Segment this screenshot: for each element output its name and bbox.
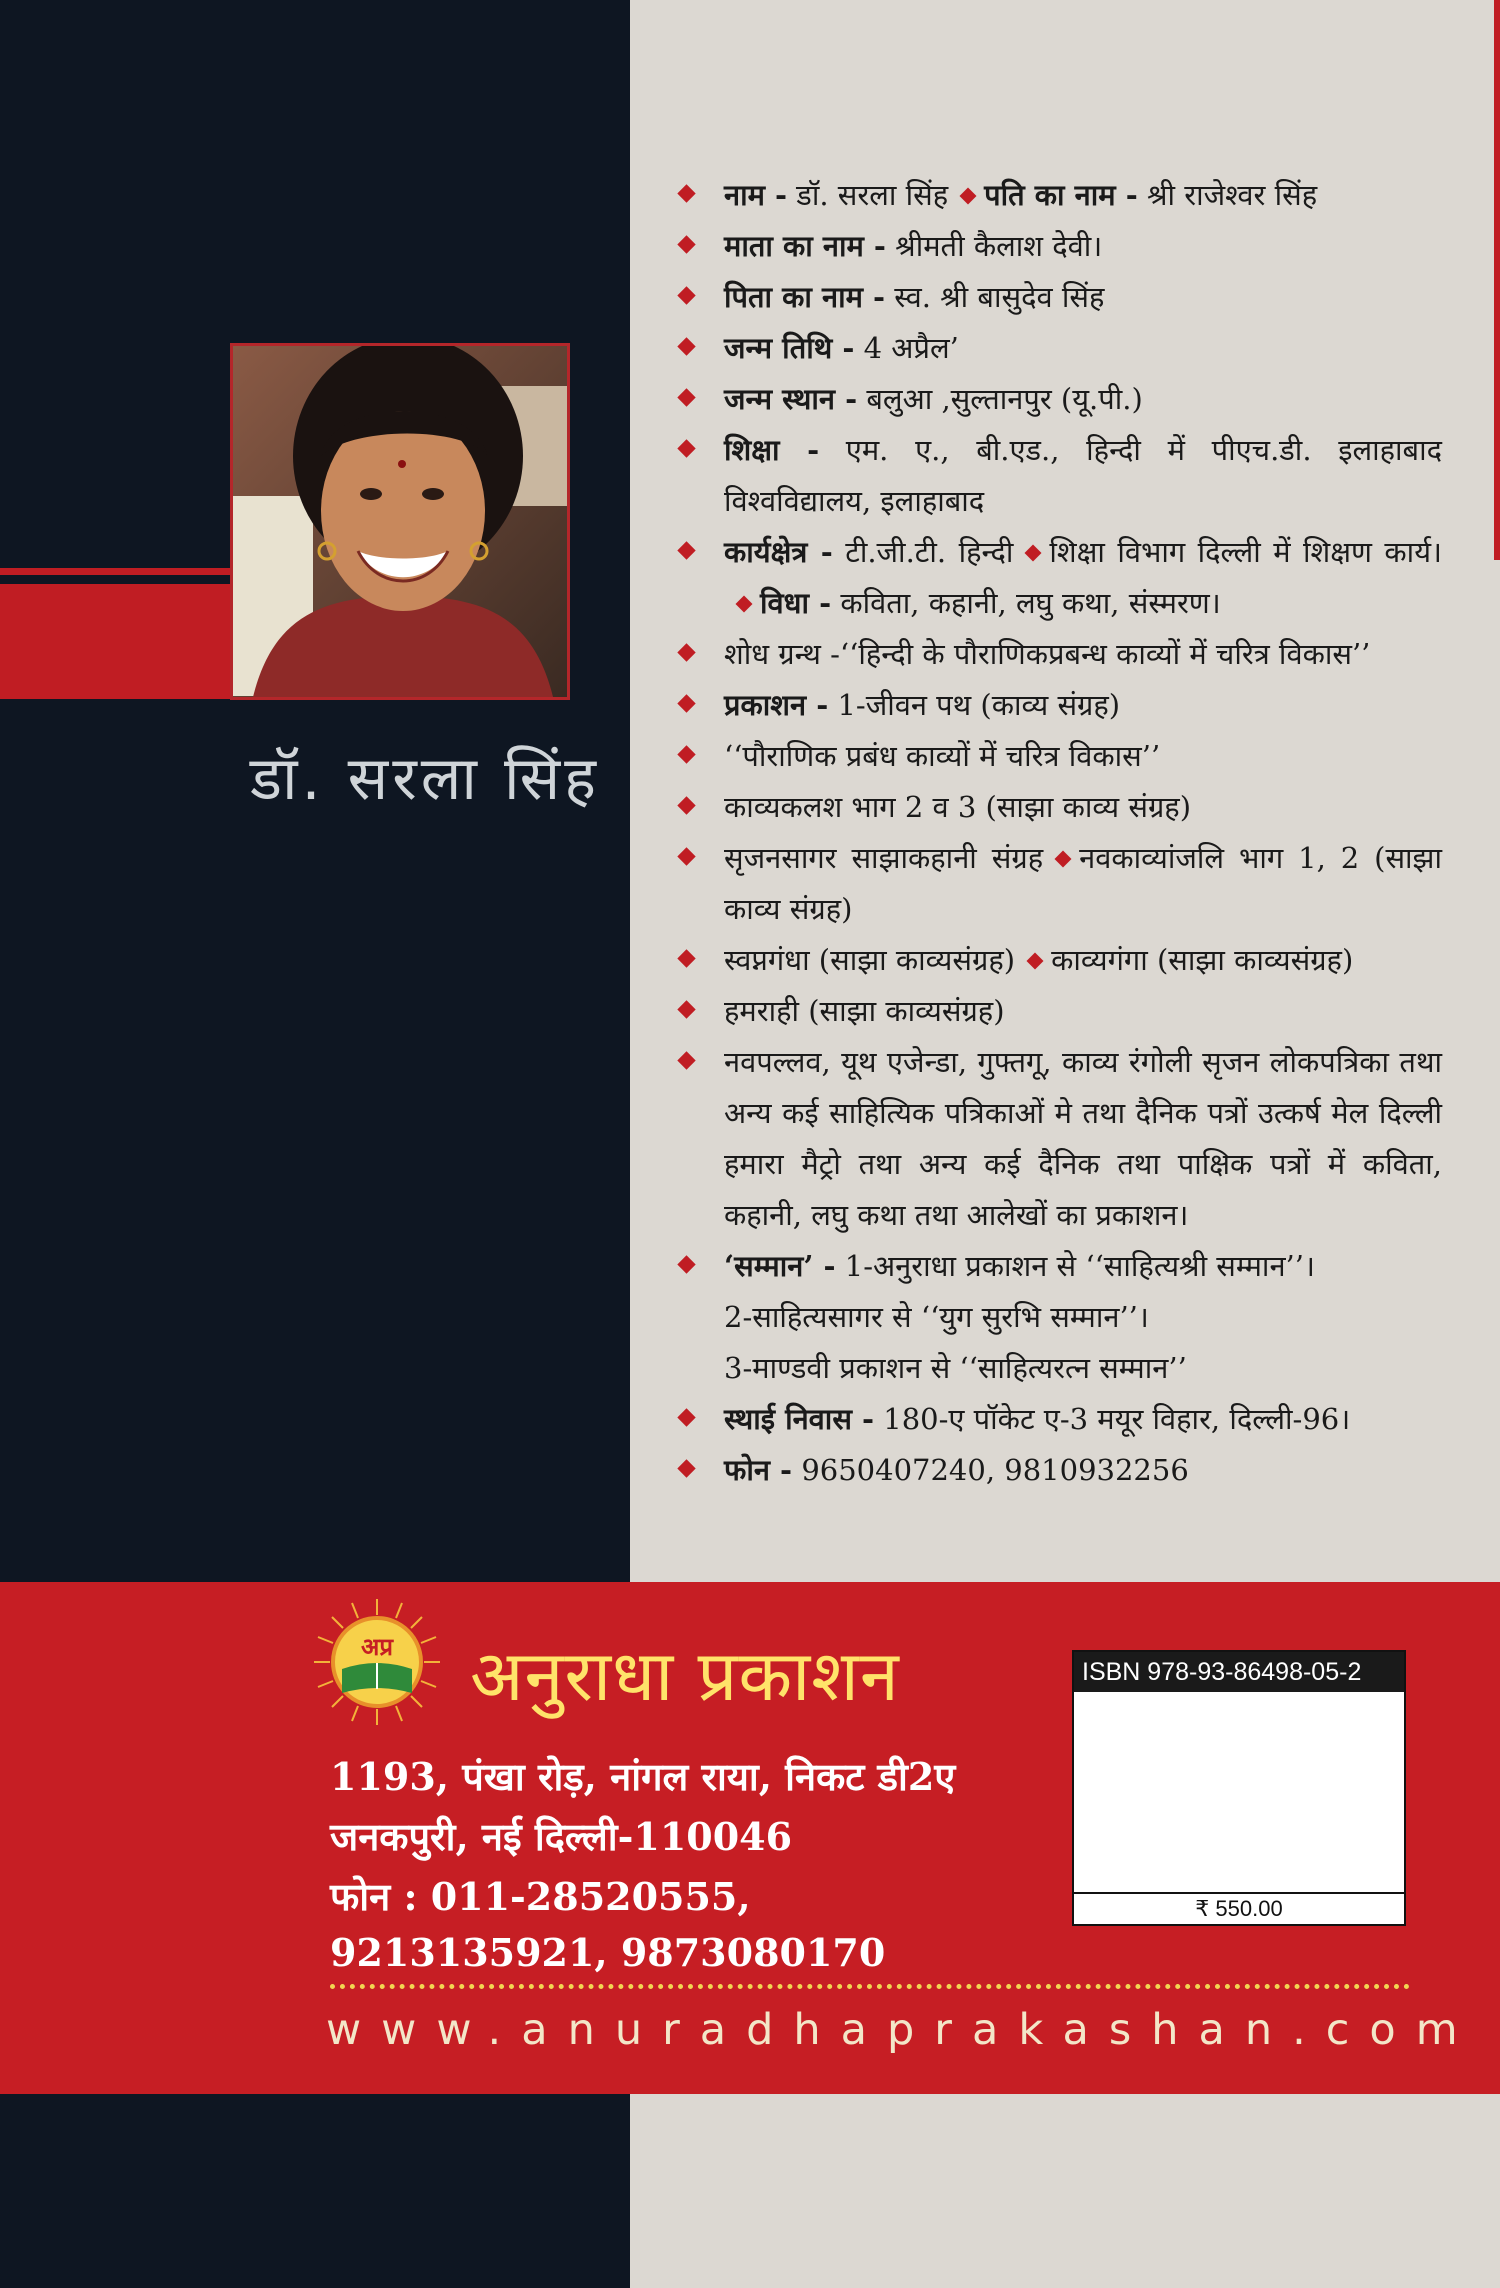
isbn-label: ISBN 978-93-86498-05-2 (1074, 1652, 1404, 1692)
diamond-bullet-icon (677, 1459, 695, 1477)
bio-value: काव्यगंगा (साझा काव्यसंग्रह) (1051, 943, 1354, 977)
bio-label: फोन - (724, 1453, 793, 1487)
author-portrait-illustration (233, 346, 567, 697)
bio-value: नवकाव्यांजलि भाग 1, 2 (साझा काव्य संग्रह) (724, 841, 1442, 926)
bio-item-birthplace (672, 374, 1442, 425)
bio-item-name (672, 170, 1442, 221)
bio-item-phone (672, 1445, 1442, 1496)
bio-label: प्रकाशन - (724, 688, 829, 722)
bio-item-publication-3 (672, 782, 1442, 833)
bio-label: कार्यक्षेत्र - (724, 535, 833, 569)
bio-value: 4 अप्रैल’ (854, 331, 959, 365)
author-bio-list (672, 170, 1442, 1496)
bio-value: 3-माण्डवी प्रकाशन से ‘‘साहित्यरत्न सम्मान’’ (724, 1351, 1187, 1385)
diamond-bullet-icon (677, 847, 695, 865)
bio-value: स्व. श्री बासुदेव सिंह (885, 280, 1105, 314)
diamond-bullet-icon (677, 1051, 695, 1069)
publisher-website: www.anuradhaprakashan.com (326, 2005, 1478, 2055)
bio-value: श्री राजेश्वर सिंह (1137, 178, 1318, 212)
bio-value: शोध ग्रन्थ -‘‘हिन्दी के पौराणिकप्रबन्ध काव्यों में चरित्र विकास’’ (724, 637, 1371, 671)
bio-value: ‘‘पौराणिक प्रबंध काव्यों में चरित्र विकास’’ (724, 739, 1161, 773)
bio-value: श्रीमती कैलाश देवी। (885, 229, 1103, 263)
bio-item-residence (672, 1394, 1442, 1445)
diamond-bullet-icon (677, 184, 695, 202)
bio-value: 2-साहित्यसागर से ‘‘युग सुरभि सम्मान’’। (724, 1300, 1149, 1334)
publisher-phone-line2: 9213135921, 9873080170 (330, 1930, 886, 1975)
bio-item-work (672, 527, 1442, 629)
bio-item-thesis (672, 629, 1442, 680)
diamond-bullet-icon (1055, 851, 1072, 868)
bio-item-publication-2 (672, 731, 1442, 782)
diamond-bullet-icon (1027, 953, 1044, 970)
diamond-bullet-icon (677, 1255, 695, 1273)
bio-label: पति का नाम - (984, 178, 1138, 212)
bio-item-publication-4 (672, 833, 1442, 935)
diamond-bullet-icon (677, 286, 695, 304)
bio-value: 9650407240, 9810932256 (792, 1453, 1189, 1487)
price-label: ₹ 550.00 (1074, 1892, 1404, 1924)
diamond-bullet-icon (677, 643, 695, 661)
bio-label: जन्म तिथि - (724, 331, 855, 365)
bio-value: टी.जी.टी. हिन्दी (832, 535, 1014, 569)
bio-value: 1-अनुराधा प्रकाशन से ‘‘साहित्यश्री सम्मान’’। (835, 1249, 1315, 1283)
diamond-bullet-icon (677, 439, 695, 457)
diamond-bullet-icon (677, 949, 695, 967)
bio-item-mother (672, 221, 1442, 272)
diamond-bullet-icon (677, 694, 695, 712)
red-stripe-thin (0, 568, 232, 575)
bio-value: नवपल्लव, यूथ एजेन्डा, गुफ्तगू, काव्य रंगोली सृजन लोकपत्रिका तथा अन्य कई साहित्यिक पत्रिकाओं मे तथा दैनिक पत्रों उत्कर्ष मेल दिल्ली हमारा मैट्रो तथा अन्य कई दैनिक तथा पाक्षिक पत्रों में कविता, कहानी, लघु कथा तथा आलेखों का प्रकाशन। (724, 1045, 1442, 1232)
author-name: डॉ. सरला सिंह (249, 744, 600, 814)
bio-value: बलुआ ,सुल्तानपुर (यू.पी.) (857, 382, 1143, 416)
author-photo (230, 343, 570, 700)
bio-item-publication-5 (672, 935, 1442, 986)
bio-label: स्थाई निवास - (724, 1402, 875, 1436)
diamond-bullet-icon (677, 796, 695, 814)
bio-value: डॉ. सरला सिंह (787, 178, 949, 212)
diamond-bullet-icon (960, 188, 977, 205)
bio-label: नाम - (724, 178, 788, 212)
barcode-area (1074, 1692, 1404, 1886)
bio-value: स्वप्नगंधा (साझा काव्यसंग्रह) (724, 943, 1016, 977)
diamond-bullet-icon (677, 541, 695, 559)
publisher-logo-icon (312, 1597, 442, 1727)
publisher-address-line2: जनकपुरी, नई दिल्ली-110046 (330, 1814, 793, 1859)
bio-label: जन्म स्थान - (724, 382, 858, 416)
diamond-bullet-icon (677, 1000, 695, 1018)
bio-value: सृजनसागर साझाकहानी संग्रह (724, 841, 1044, 875)
publisher-address-line1: 1193, पंखा रोड़, नांगल राया, निकट डी2ए (330, 1754, 956, 1799)
bio-item-father (672, 272, 1442, 323)
diamond-bullet-icon (677, 235, 695, 253)
bio-value: 1-जीवन पथ (काव्य संग्रह) (828, 688, 1121, 722)
bio-value: कविता, कहानी, लघु कथा, संस्मरण। (831, 586, 1221, 620)
red-edge-strip (1494, 0, 1500, 560)
logo-text: अप्र (361, 1633, 393, 1661)
bio-item-publication-6 (672, 986, 1442, 1037)
bio-item-birthdate (672, 323, 1442, 374)
bio-item-periodicals (672, 1037, 1442, 1241)
isbn-barcode-box (1072, 1650, 1406, 1926)
publisher-phone-line1: फोन : 011-28520555, (330, 1874, 751, 1919)
bio-label: पिता का नाम - (724, 280, 886, 314)
bio-value: 180-ए पॉकेट ए-3 मयूर विहार, दिल्ली-96। (874, 1402, 1351, 1436)
diamond-bullet-icon (677, 337, 695, 355)
bio-item-publication (672, 680, 1442, 731)
diamond-bullet-icon (736, 596, 753, 613)
red-stripe-thick (0, 584, 232, 699)
bio-label: विधा - (760, 586, 832, 620)
diamond-bullet-icon (1025, 545, 1042, 562)
diamond-bullet-icon (677, 745, 695, 763)
bio-value: हमराही (साझा काव्यसंग्रह) (724, 994, 1005, 1028)
dotted-divider (330, 1984, 1410, 1989)
bio-label: माता का नाम - (724, 229, 886, 263)
bio-label: शिक्षा - (724, 433, 820, 467)
publisher-name: अनुराधा प्रकाशन (470, 1635, 900, 1717)
bio-value: शिक्षा विभाग दिल्ली में शिक्षण कार्य। (1049, 535, 1443, 569)
diamond-bullet-icon (677, 1408, 695, 1426)
bio-item-education (672, 425, 1442, 527)
bio-value: एम. ए., बी.एड., हिन्दी में पीएच.डी. इलाहाबाद विश्वविद्यालय, इलाहाबाद (724, 433, 1442, 518)
bio-label: ‘सम्मान’ - (724, 1249, 836, 1283)
diamond-bullet-icon (677, 388, 695, 406)
bio-item-awards (672, 1241, 1442, 1394)
bio-value: काव्यकलश भाग 2 व 3 (साझा काव्य संग्रह) (724, 790, 1192, 824)
